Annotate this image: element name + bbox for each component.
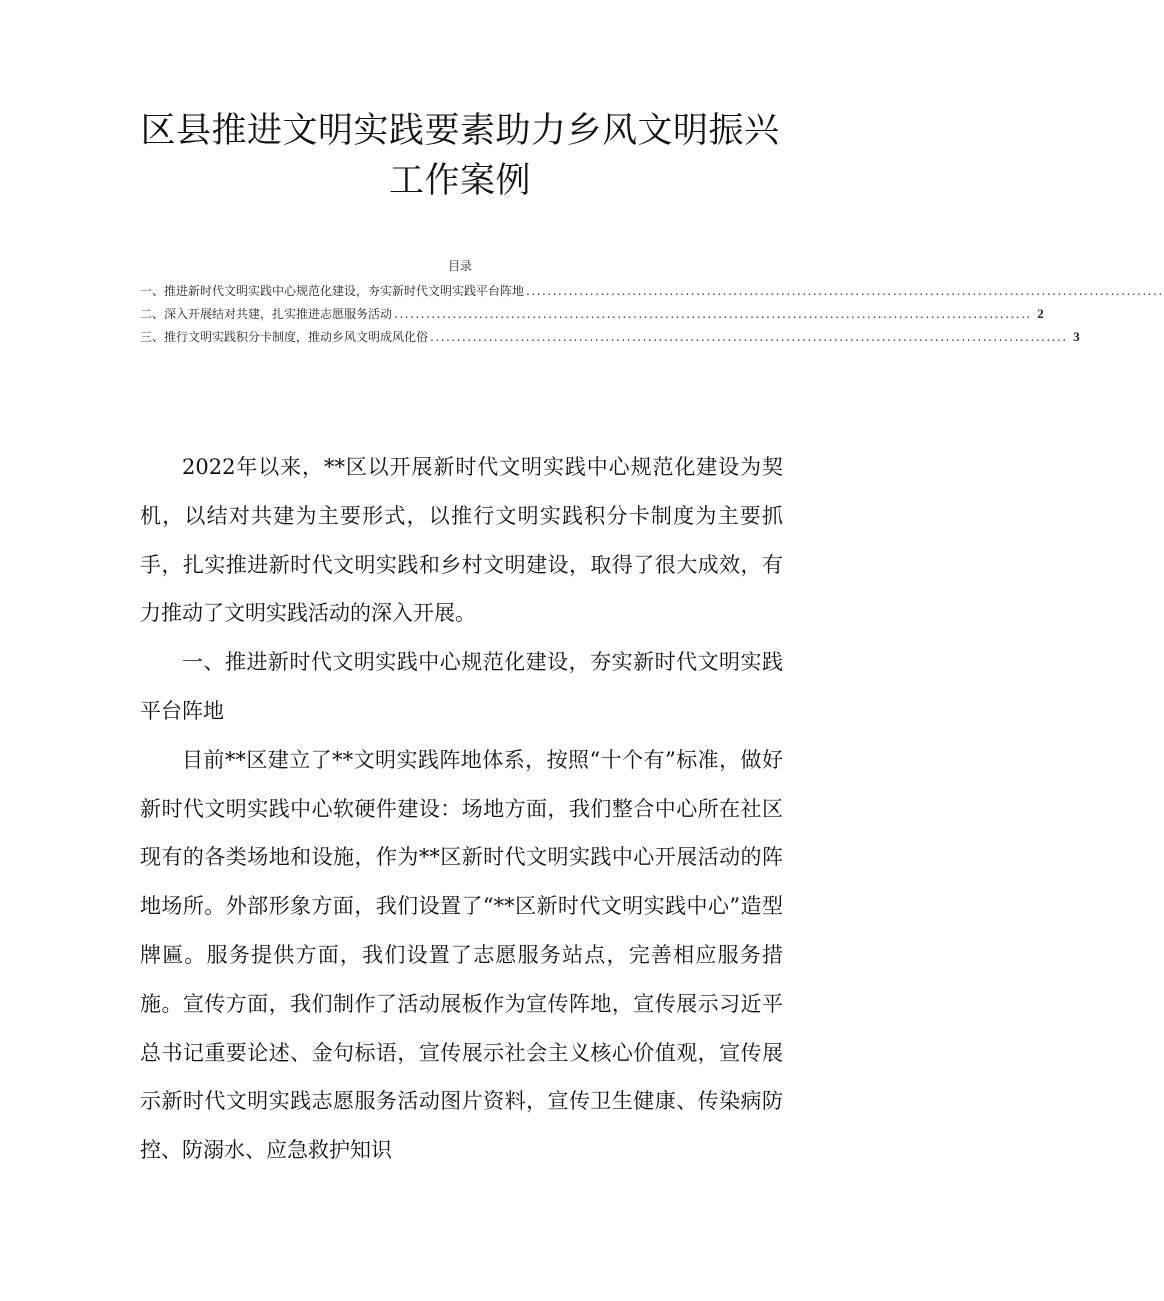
toc-entry-2[interactable] [140,305,1044,328]
toc-leader-dots: ........................................................................................................................ [394,307,1032,321]
table-of-contents [140,282,1164,351]
document-title-line-1: 区县推进文明实践要素助力乡风文明振兴 [140,111,780,151]
toc-entry-page: 2 [1037,306,1044,321]
toc-leader-dots: ........................................................................................................................ [526,284,1164,298]
toc-leader-dots: ........................................................................................................................ [430,330,1068,344]
body-paragraph: 目前**区建立了**文明实践阵地体系，按照“十个有”标准，做好新时代文明实践中心软硬件建设：场地方面，我们整合中心所在社区现有的各类场地和设施，作为**区新时代文明实践中心开展活动的阵地场所。外部形象方面，我们设置了“**区新时代文明实践中心”造型牌匾。服务提供方面，我们设置了志愿服务站点，完善相应服务措施。宣传方面，我们制作了活动展板作为宣传阵地，宣传展示习近平总书记重要论述、金句标语，宣传展示社会主义核心价值观，宣传展示新时代文明实践志愿服务活动图片资料，宣传卫生健康、传染病防控、防溺水、应急救护知识 [140,747,783,1163]
toc-entry-text: 一、推进新时代文明实践中心规范化建设，夯实新时代文明实践平台阵地 [140,284,525,298]
toc-heading: 目录 [447,259,472,273]
toc-entry-3[interactable] [140,328,1080,351]
toc-entry-page: 3 [1073,329,1080,344]
toc-entry-text: 二、深入开展结对共建，扎实推进志愿服务活动 [140,307,393,321]
document-body [140,443,783,1175]
intro-paragraph: 2022年以来，**区以开展新时代文明实践中心规范化建设为契机，以结对共建为主要形式，以推行文明实践积分卡制度为主要抓手，扎实推进新时代文明实践和乡村文明建设，取得了很大成效，有力推动了文明实践活动的深入开展。 [140,455,783,626]
toc-entry-1[interactable] [140,282,1164,305]
section-heading-1: 一、推进新时代文明实践中心规范化建设，夯实新时代文明实践平台阵地 [140,650,783,723]
toc-entry-text: 三、推行文明实践积分卡制度，推动乡风文明成风化俗 [140,330,429,344]
document-title-line-2: 工作案例 [388,161,531,201]
